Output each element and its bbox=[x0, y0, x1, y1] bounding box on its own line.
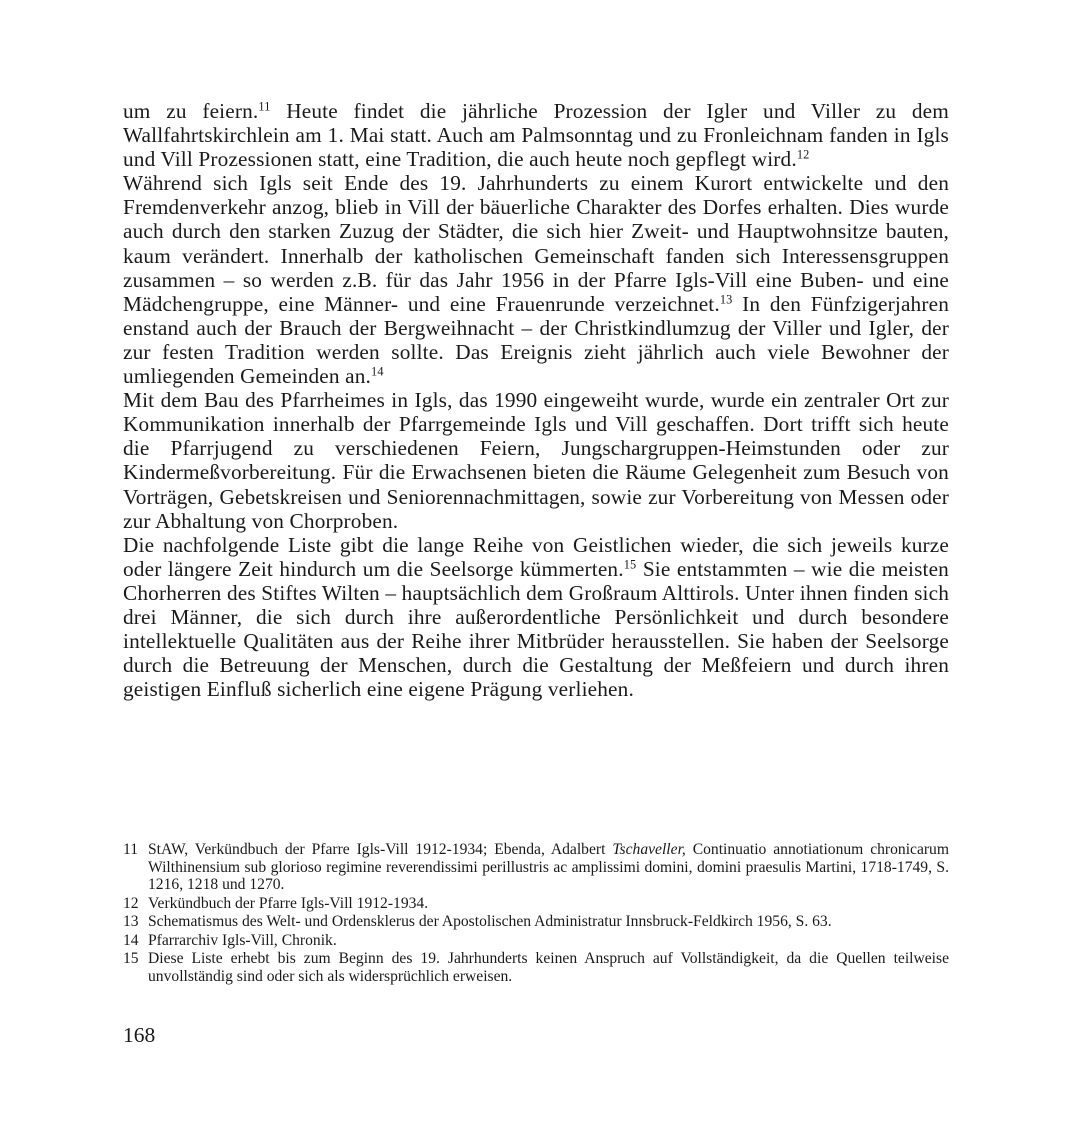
text-segment: um zu feiern. bbox=[123, 99, 259, 123]
footnote-12 bbox=[123, 895, 949, 913]
text-segment: StAW, Verkündbuch der Pfarre Igls-Vill 1912-1934; Ebenda, Adalbert bbox=[148, 841, 613, 858]
paragraph-1 bbox=[123, 99, 949, 171]
text-segment: Während sich Igls seit Ende des 19. Jahrhunderts zu einem Kurort entwickelte und den Fremdenverkehr anzog, blieb in Vill der bäuerliche Charakter des Dorfes erhalten. Dies wurde auch durch den starken Zuzug der Städter, die sich hier Zweit- und Hauptwohnsitze bauten, kaum verändert. Innerhalb der katholischen Gemeinschaft fanden sich Interessensgruppen zusammen – so werden z.B. für das Jahr 1956 in der Pfarre Igls-Vill eine Buben- und eine Mädchengruppe, eine Männer- und eine Frauenrunde verzeichnet. bbox=[123, 171, 949, 316]
page-number: 168 bbox=[123, 1023, 156, 1047]
footnote-ref[interactable]: 14 bbox=[371, 364, 384, 379]
paragraph-2 bbox=[123, 171, 949, 388]
text-segment: Mit dem Bau des Pfarrheimes in Igls, das 1990 eingeweiht wurde, wurde ein zentraler Ort zur Kommunikation innerhalb der Pfarrgemeinde Igls und Vill geschaffen. Dort trifft sich heute die Pfarrjugend zu verschiedenen Feiern, Jungschargruppen-Heimstunden oder zur Kindermeßvorbereitung. Für die Erwachsenen bieten die Räume Gelegenheit zum Besuch von Vorträgen, Gebetskreisen und Seniorennachmittagen, sowie zur Vorbereitung von Messen oder zur Abhaltung von Chorproben. bbox=[123, 388, 949, 533]
footnote-number: 15 bbox=[123, 950, 139, 967]
footnote-13 bbox=[123, 913, 949, 931]
footnote-number: 11 bbox=[123, 841, 139, 858]
footnote-text bbox=[148, 841, 949, 894]
footnote-text: Schematismus des Welt- und Ordensklerus der Apostolischen Administratur Innsbruck-Feldkirch 1956, S. 63. bbox=[148, 913, 832, 930]
footnote-text: Pfarrarchiv Igls-Vill, Chronik. bbox=[148, 931, 337, 949]
text-segment: Die nachfolgende Liste gibt die lange Reihe von Geistlichen wieder, die sich jeweils kurze oder längere Zeit hindurch um die Seelsorge kümmerten. bbox=[123, 532, 949, 581]
footnote-text: Verkündbuch der Pfarre Igls-Vill 1912-1934. bbox=[148, 894, 429, 912]
paragraph-4 bbox=[123, 533, 949, 702]
footnote-text: Diese Liste erhebt bis zum Beginn des 19. Jahrhunderts keinen Anspruch auf Vollständigkeit, da die Quellen teilweise unvollständig sind oder sich als widersprüchlich erweisen. bbox=[148, 950, 949, 985]
footnote-number: 14 bbox=[123, 931, 139, 949]
body-text bbox=[123, 99, 949, 701]
text-segment: In den Fünfzigerjahren enstand auch der Brauch der Bergweihnacht – der Christkindlumzug der Viller und Igler, der zur festen Tradition werden sollte. Das Ereignis zieht jährlich auch viele Bewohner der umliegenden Gemeinden an. bbox=[123, 291, 950, 389]
text-segment: Heute findet die jährliche Prozession der Igler und Viller zu dem Wallfahrtskirchlein am 1. Mai statt. Auch am Palmsonntag und zu Fronleichnam fanden in Igls und Vill Prozessionen statt, eine Tradition, die auch heute noch gepflegt wird. bbox=[123, 99, 949, 172]
footnote-number: 12 bbox=[123, 894, 139, 912]
text-segment: Sie entstammten – wie die meisten Chorherren des Stiftes Wilten – hauptsächlich dem Großraum Alttirols. Unter ihnen finden sich drei Männer, die sich durch ihre außerordentliche Persönlichkeit und durch besondere intellektuelle Qualitäten aus der Reihe ihrer Mitbrüder herausstellen. Sie haben der Seelsorge durch die Betreuung der Menschen, durch die Gestaltung der Meßfeiern und durch ihren geistigen Einfluß sicherlich eine eigene Prägung verliehen. bbox=[123, 556, 949, 702]
paragraph-3 bbox=[123, 388, 949, 533]
text-segment: Continuatio annotiationum chronicarum Wilthinensium sub glorioso regimine reverendissimi perillustris ac amplissimi domini, domini praesulis Martini, 1718-1749, S. 1216, 1218 und 1270. bbox=[148, 841, 949, 893]
footnote-ref[interactable]: 11 bbox=[258, 99, 271, 114]
footnote-ref[interactable]: 12 bbox=[796, 147, 810, 162]
footnote-ref[interactable]: 13 bbox=[719, 292, 733, 307]
footnote-ref[interactable]: 15 bbox=[623, 557, 637, 572]
footnote-15 bbox=[123, 950, 949, 985]
footnote-14 bbox=[123, 932, 949, 950]
footnotes bbox=[123, 841, 949, 986]
author-name: Tschaveller, bbox=[612, 841, 686, 858]
footnote-11 bbox=[123, 841, 949, 894]
footnote-number: 13 bbox=[123, 913, 139, 930]
